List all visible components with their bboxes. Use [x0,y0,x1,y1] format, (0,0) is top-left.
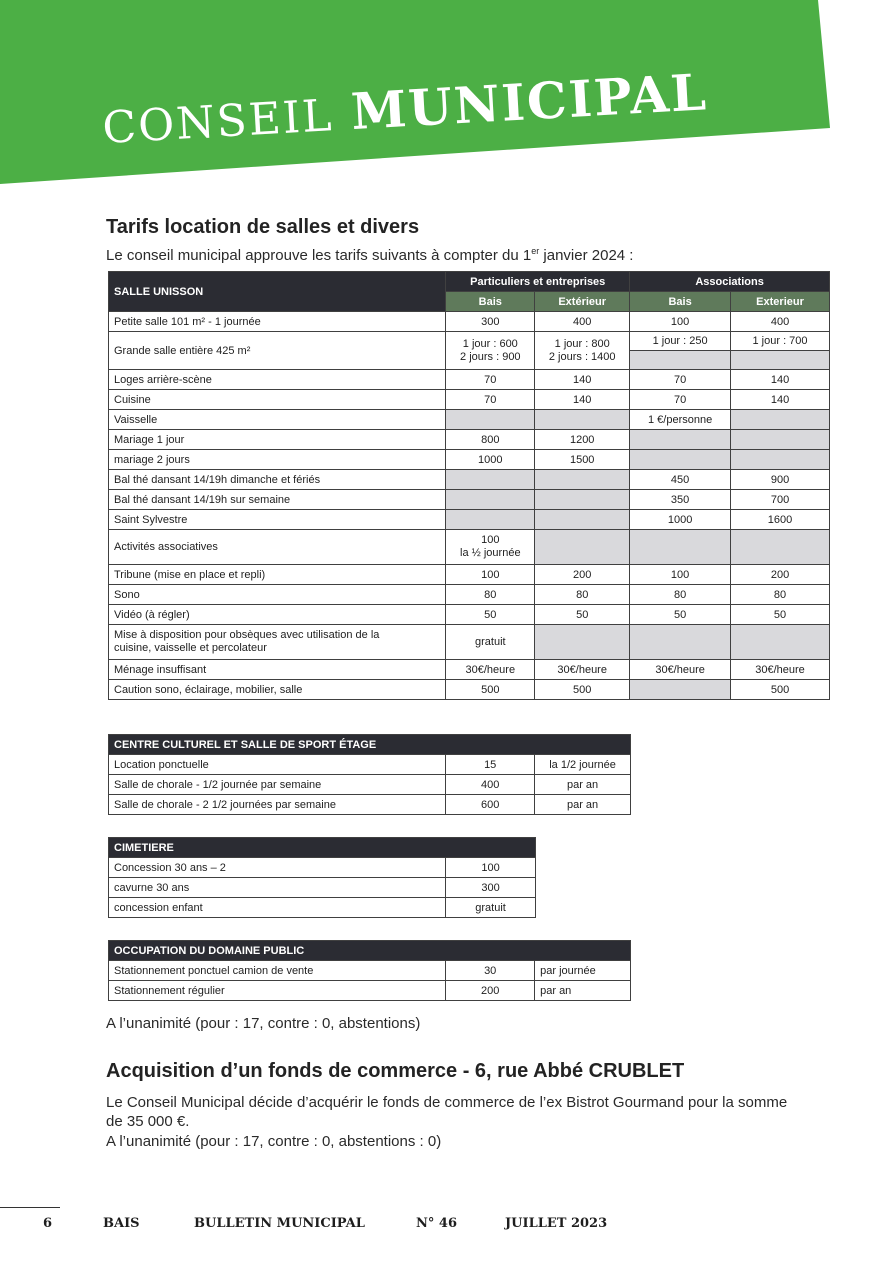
cell-value: 800 [446,430,535,450]
cell-empty [535,410,630,430]
row-label: Loges arrière-scène [109,370,446,390]
centre-culturel-title: CENTRE CULTUREL ET SALLE DE SPORT ÉTAGE [109,735,631,755]
row-label: Salle de chorale - 1/2 journée par semaine [109,775,446,795]
cell-empty [731,530,830,565]
row-label: Tribune (mise en place et repli) [109,565,446,585]
section-heading-tarifs: Tarifs location de salles et divers [106,216,420,238]
section-heading-acquisition: Acquisition d’un fonds de commerce - 6, rue Abbé CRUBLET [106,1060,685,1082]
cell-value: 700 [731,490,830,510]
cell-value: 100 [630,312,731,332]
table-row [109,390,830,410]
footer-town: BAIS [103,1216,140,1231]
cell-empty [731,410,830,430]
cell-line: 1 jour : 600 [462,337,518,350]
cell-unit: par journée [535,961,631,981]
cell-value: 70 [630,390,731,410]
table-row [109,795,631,815]
cell-value: 400 [731,312,830,332]
salle-unisson-title: SALLE UNISSON [109,272,446,312]
col-bais-1: Bais [446,292,535,312]
table-row [109,530,830,565]
footer-date: JUILLET 2023 [505,1216,608,1231]
cell-value: 1 jour : 250 [630,332,731,351]
table-row [109,312,830,332]
cell-value: 100 [446,565,535,585]
cell-value: 100 [446,858,536,878]
row-label: Vidéo (à régler) [109,605,446,625]
cell-empty [630,430,731,450]
table-row [109,565,830,585]
col-bais-2: Bais [630,292,731,312]
cell-value: gratuit [446,625,535,660]
cell-value: 200 [535,565,630,585]
row-label: Cuisine [109,390,446,410]
cell-value: 15 [446,755,535,775]
table-row [109,410,830,430]
cell-value: 140 [731,370,830,390]
intro-text-a: Le conseil municipal approuve les tarifs suivants à compter du 1 [106,247,532,264]
cell-value: 1 jour : 700 [731,332,830,351]
acquisition-text-2: de 35 000 €. [106,1113,190,1130]
row-label: Stationnement ponctuel camion de vente [109,961,446,981]
table-row [109,878,536,898]
table-row [109,470,830,490]
table-row [109,370,830,390]
cell-value: 1500 [535,450,630,470]
group-associations: Associations [630,272,830,292]
cell-value: 140 [535,390,630,410]
cell-value: 30 [446,961,535,981]
cell-unit: la 1/2 journée [535,755,631,775]
row-label: cavurne 30 ans [109,878,446,898]
vote-result-2: A l’unanimité (pour : 17, contre : 0, abstentions : 0) [106,1133,442,1150]
row-label: Activités associatives [109,530,446,565]
cell-value: 200 [731,565,830,585]
cell-value: 900 [731,470,830,490]
cell-value: 1600 [731,510,830,530]
domaine-public-title: OCCUPATION DU DOMAINE PUBLIC [109,941,631,961]
cell-empty [535,625,630,660]
cell-value: 300 [446,312,535,332]
row-label [109,625,446,660]
cell-value: 400 [446,775,535,795]
row-label: Bal thé dansant 14/19h dimanche et fériés [109,470,446,490]
cell-value: 600 [446,795,535,815]
cell-value: 1000 [446,450,535,470]
page-number: 6 [43,1216,53,1231]
row-label: Saint Sylvestre [109,510,446,530]
table-row [109,510,830,530]
cell-value: 80 [731,585,830,605]
cell-empty [630,530,731,565]
row-label: Stationnement régulier [109,981,446,1001]
cell-empty [630,351,731,370]
cell-empty [630,625,731,660]
vote-result-1: A l’unanimité (pour : 17, contre : 0, abstentions) [106,1015,421,1032]
row-label: Location ponctuelle [109,755,446,775]
table-salle-unisson [108,271,830,700]
cell-line: la ½ journée [460,547,521,559]
table-cimetiere [108,837,536,918]
cell-empty [731,625,830,660]
row-label-line: Mise à disposition pour obsèques avec utilisation de la [114,629,380,641]
cell-unit: par an [535,775,631,795]
cell-unit: par an [535,795,631,815]
table-row [109,981,631,1001]
intro-text-b: janvier 2024 : [539,247,634,264]
row-label: Concession 30 ans – 2 [109,858,446,878]
cell-value: 80 [535,585,630,605]
cell-unit: par an [535,981,631,1001]
cell-value: 200 [446,981,535,1001]
row-label: Petite salle 101 m² - 1 journée [109,312,446,332]
banner-title-word2: MUNICIPAL [349,62,710,142]
cell-value: 70 [446,390,535,410]
table-row [109,660,830,680]
cell-value: 30€/heure [630,660,731,680]
cell-empty [731,430,830,450]
cell-value: 70 [630,370,731,390]
cell-value: 80 [630,585,731,605]
cell-value: 80 [446,585,535,605]
cell-value [535,332,630,370]
cell-value: gratuit [446,898,536,918]
cell-value: 30€/heure [731,660,830,680]
row-label: Mariage 1 jour [109,430,446,450]
cell-empty [731,450,830,470]
cell-empty [535,530,630,565]
row-label: Vaisselle [109,410,446,430]
table-row [109,450,830,470]
cell-value: 1200 [535,430,630,450]
cell-value: 30€/heure [446,660,535,680]
cell-value [446,530,535,565]
cell-empty [630,680,731,700]
banner-title-word1: CONSEIL [101,90,335,155]
footer-bulletin: BULLETIN MUNICIPAL [194,1216,365,1231]
cell-value: 500 [446,680,535,700]
col-exterieur-1: Extérieur [535,292,630,312]
col-exterieur-2: Exterieur [731,292,830,312]
cell-value: 140 [535,370,630,390]
table-row [109,430,830,450]
cell-value: 350 [630,490,731,510]
cell-line: 2 jours : 1400 [548,350,616,363]
cell-line: 2 jours : 900 [460,350,521,363]
table-row [109,680,830,700]
cell-value: 30€/heure [535,660,630,680]
table-centre-culturel [108,734,631,815]
row-label: Bal thé dansant 14/19h sur semaine [109,490,446,510]
table-row [109,775,631,795]
footer-rule [0,1207,60,1208]
acquisition-text-1: Le Conseil Municipal décide d’acquérir le fonds de commerce de l’ex Bistrot Gourmand pour la somme [106,1094,788,1111]
group-particuliers: Particuliers et entreprises [446,272,630,292]
table-row [109,585,830,605]
row-label: Grande salle entière 425 m² [109,332,446,370]
row-label: Caution sono, éclairage, mobilier, salle [109,680,446,700]
cell-value: 500 [731,680,830,700]
cell-empty [535,510,630,530]
table-row [109,625,830,660]
table-row [109,898,536,918]
cell-empty [446,510,535,530]
row-label: Sono [109,585,446,605]
cell-empty [446,410,535,430]
cell-empty [535,490,630,510]
cell-empty [446,490,535,510]
row-label: mariage 2 jours [109,450,446,470]
cell-value: 300 [446,878,536,898]
cell-value: 50 [535,605,630,625]
row-label: Salle de chorale - 2 1/2 journées par semaine [109,795,446,815]
intro-sup: er [531,246,540,256]
intro-text [106,242,633,265]
table-row [109,961,631,981]
table-row [109,605,830,625]
cell-value: 70 [446,370,535,390]
cell-value: 50 [630,605,731,625]
cell-empty [731,351,830,370]
cell-value: 400 [535,312,630,332]
row-label: concession enfant [109,898,446,918]
cell-value: 50 [731,605,830,625]
cell-value [446,332,535,370]
cell-value: 50 [446,605,535,625]
table-domaine-public [108,940,631,1001]
cell-value: 500 [535,680,630,700]
row-label: Ménage insuffisant [109,660,446,680]
row-label-line: cuisine, vaisselle et percolateur [114,642,267,654]
cell-value: 1 €/personne [630,410,731,430]
cell-value: 450 [630,470,731,490]
cell-empty [630,450,731,470]
cimetiere-title: CIMETIERE [109,838,536,858]
table-row [109,490,830,510]
cell-value: 140 [731,390,830,410]
cell-empty [535,470,630,490]
cell-line: 1 jour : 800 [554,337,610,350]
table-row [109,858,536,878]
cell-value: 1000 [630,510,731,530]
table-row [109,755,631,775]
cell-line: 100 [481,534,500,546]
cell-empty [446,470,535,490]
table-row [109,332,830,351]
footer-issue: N° 46 [416,1216,457,1231]
cell-value: 100 [630,565,731,585]
